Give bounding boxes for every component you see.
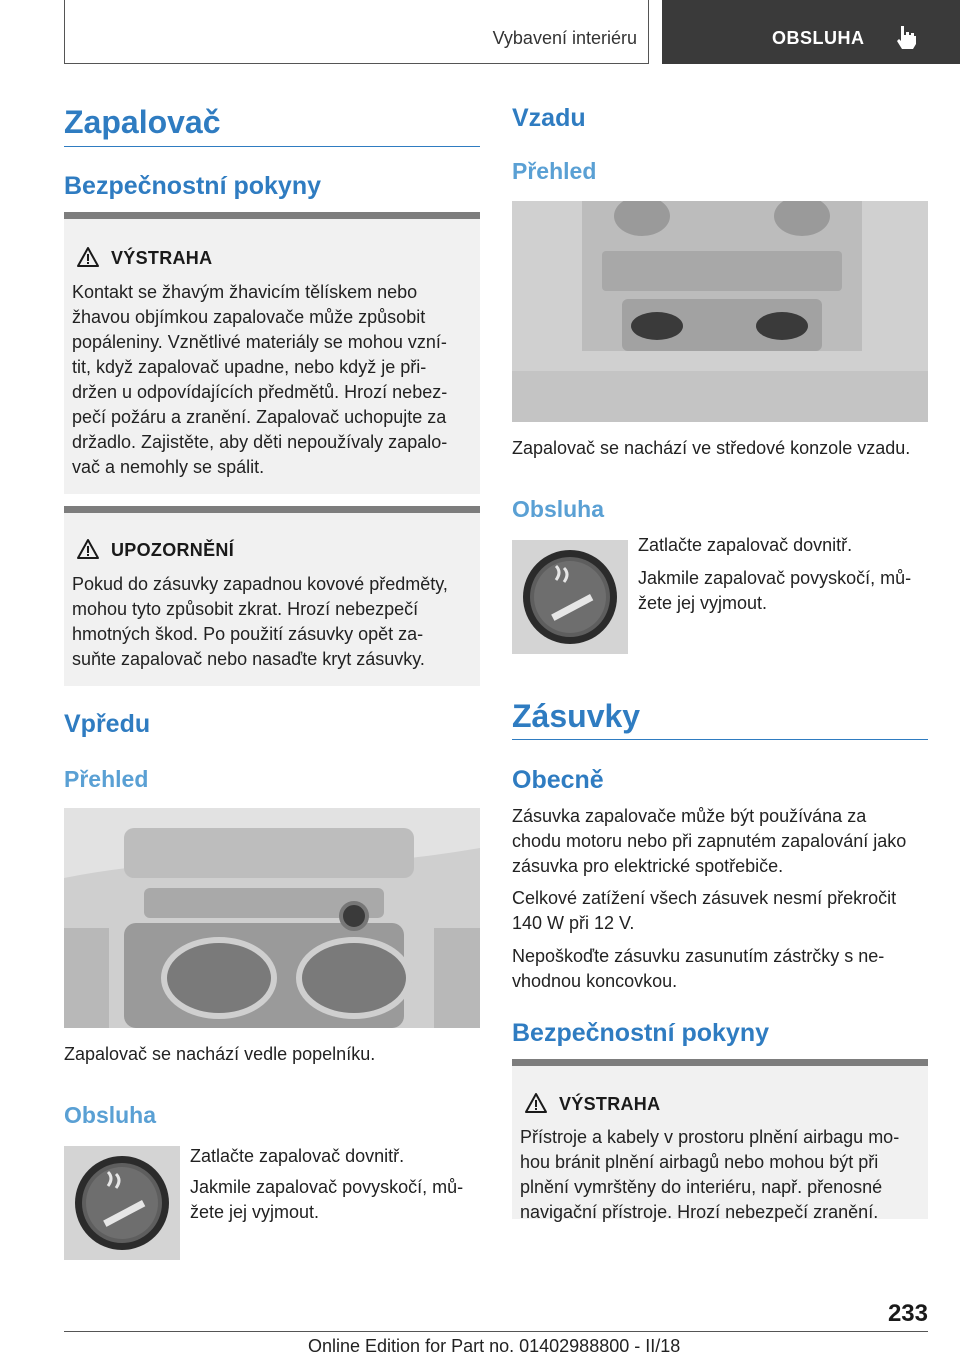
general-paragraph-2: Celkové zatížení všech zásuvek nesmí překročit 140 W při 12 V. xyxy=(512,888,897,933)
header-section-title: Vybavení interiéru xyxy=(492,28,637,48)
safety-heading-right: Bezpečnostní pokyny xyxy=(512,1019,769,1047)
cigarette-lighter-icon xyxy=(64,1146,180,1260)
front-overview-heading: Přehled xyxy=(64,766,149,792)
rear-caption: Zapalovač se nachází ve středové konzole vzadu. xyxy=(512,438,911,458)
warning-text-right: Přístroje a kabely v prostoru plnění airbagu mo‐ hou bránit plnění airbagů nebo mohou být při plnění vymrštěny do interiéru, např. přenosné navigační přístroje. Hrozí nebezpečí zranění. xyxy=(520,1127,900,1222)
sockets-rule xyxy=(512,739,928,740)
rear-op-text1: Zatlačte zapalovač dovnitř. xyxy=(638,535,853,555)
title-rule xyxy=(64,146,480,147)
front-lighter-button-image xyxy=(64,1146,180,1260)
front-op-text1: Zatlačte zapalovač dovnitř. xyxy=(190,1146,405,1166)
header-chapter-box xyxy=(662,0,960,64)
rear-operation-heading: Obsluha xyxy=(512,496,605,522)
general-heading: Obecně xyxy=(512,766,604,794)
warning-box-left xyxy=(64,212,480,494)
front-caption: Zapalovač se nachází vedle popelníku. xyxy=(64,1044,376,1064)
warning-text: Kontakt se žhavým žhavicím tělískem nebo žhavou objímkou zapalovače může způsobit popáleniny. Vznětlivé materiály se mohou vzní‐ tit, když zapalovač upadne, nebo když je při‐ držen u odpovídajících předmětů. Hrozí nebez‐ pečí požáru a zranění. Zapalovač uchopujte za držadlo. Zajistěte, aby děti nepoužívaly zapalo‐ vač a nemohly se spálit. xyxy=(72,282,448,477)
general-paragraph-1: Zásuvka zapalovače může být používána za chodu motoru nebo při zapnutém zapalování jako zásuvka pro elektrické spotřebiče. xyxy=(512,806,907,876)
caution-triangle-icon xyxy=(76,538,100,560)
front-console-photo xyxy=(64,808,480,1028)
footer-rule xyxy=(64,1331,928,1332)
header-chapter-label: OBSLUHA xyxy=(772,28,865,48)
hand-pointer-icon xyxy=(895,24,919,50)
front-operation-heading: Obsluha xyxy=(64,1102,157,1128)
rear-op-text2: Jakmile zapalovač povyskočí, mů‐ žete jej vyjmout. xyxy=(638,568,912,613)
page-title: Zapalovač xyxy=(64,104,221,140)
safety-heading-left: Bezpečnostní pokyny xyxy=(64,172,321,200)
footer-edition: Online Edition for Part no. 01402988800 - II/18 xyxy=(308,1336,681,1356)
rear-overview-heading: Přehled xyxy=(512,158,597,184)
rear-console-photo xyxy=(512,201,928,422)
rear-lighter-button-image xyxy=(512,540,628,654)
warning-triangle-icon xyxy=(76,246,100,268)
warning-box-right xyxy=(512,1059,928,1222)
sockets-title: Zásuvky xyxy=(512,698,641,734)
warning-title-right: VÝSTRAHA xyxy=(559,1094,661,1114)
page-number: 233 xyxy=(887,1300,928,1327)
cigarette-lighter-icon xyxy=(512,540,628,654)
caution-title: UPOZORNĚNÍ xyxy=(111,540,235,560)
general-paragraph-3: Nepoškoďte zásuvku zasunutím zástrčky s ne‐ vhodnou koncovkou. xyxy=(512,946,885,991)
warning-triangle-icon xyxy=(524,1092,548,1114)
front-op-text2: Jakmile zapalovač povyskočí, mů‐ žete jej vyjmout. xyxy=(190,1177,464,1222)
caution-text: Pokud do zásuvky zapadnou kovové předměty, mohou tyto způsobit zkrat. Hrozí nebezpečí hmotných škod. Po použití zásuvky opět za‐ suňte zapalovač nebo nasaďte kryt zásuvky. xyxy=(72,574,448,669)
warning-title: VÝSTRAHA xyxy=(111,248,213,268)
front-heading: Vpředu xyxy=(64,710,151,738)
rear-heading: Vzadu xyxy=(512,104,586,132)
caution-box-left xyxy=(64,506,480,686)
